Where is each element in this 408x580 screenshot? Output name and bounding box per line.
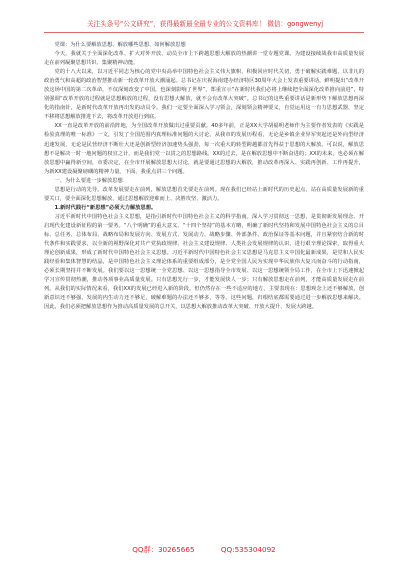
footer-qq-group: QQ群：30265665 bbox=[132, 545, 195, 554]
footer-qq: QQ:535304092 bbox=[220, 545, 276, 554]
paragraph-2: XX一直是改革开放的前沿阵地，为全国改革开放做出过重要贡献。40多年前，正是XX大学胡福明老师作为主要作者发表的《实践是检验真理的唯一标准》一文，引发了全国范围内真理标准问题的大讨论，从我市的发展历程看，无论是乡镇企业异军突起还是外向型经济迅速发展，无论是民营经济不断壮大还是创新型经济加速势头强劲，每一次重大的转型跨越都首先得益于思想的大解放。可以说，解放思想不是解决一时一地问题的权宜之计，而是我们党一以贯之的思想路线。XX的过去，是在解放思想中不断奋进的；XX的未来，也必须在解放思想中赢得新空间，市委决定，在全市开展解放思想大讨论，就是要通过思想的大解放，推动改革再深入、实践再创新、工作再提升，为新XX建设凝聚磅礴的精神力量。下面，我重点讲三个问题。 bbox=[44, 123, 364, 175]
header-divider bbox=[44, 32, 364, 33]
paragraph-3: 思想是行动的先导。改革发展要走在前列，解放思想首先要走在前列。现在我们已经站上新时代的历史起点，站在高质量发展新的重要关口，要全面深化思想解放，通过思想解放迎难而上、决胜攻坚、激活力。 bbox=[44, 186, 364, 202]
section-heading-1: 一、为什么要进一步解放思想 bbox=[54, 177, 123, 184]
document-title: 党课：为什么要解放思想、解放哪些思想、如何解放思想 bbox=[54, 42, 186, 48]
document-body bbox=[44, 41, 364, 312]
paragraph-intro: 今天，我就关于全面深化改革、扩大对外开放、动员全市上下跨越思想大解放的热潮讲一堂专题党课。为建设接续战我市高质量发展走在前列凝聚思想共识、集聚精神动能。 bbox=[44, 51, 364, 67]
subsection-heading-1: 1.新时代践行“新思想”必须大力解放思想。 bbox=[54, 204, 157, 211]
paragraph-4: 习近平新时代中国特色社会主义思想，是指引新时代中国特色社会主义的科学指南。深入学习贯彻这一思想，是贯彻新发展理念、开启现代化建设新征程的第一要务。“八个明确”的重大意义、“十四个坚持”的基本方略，明确了新时代坚持和发展中国特色社会主义的总目标、总任务、总体布局、战略布局和发展方向、发展方式、发展动力、战略步骤、外部条件、政治保证等基本问题，并且紧密结合新的时代条件和实践要求，以全新的视野深化对共产党执政规律、社会主义建设规律、人类社会发展规律的认识，进行艰辛理论探索，取得重大理论创新成果，形成了新时代中国特色社会主义思想。习近平新时代中国特色社会主义思想是马克思主义中国化最新成果，是党和人民实践经验和集体智慧的结晶，是中国特色社会主义理论体系的重要组成部分，是全党全国人民为实现中华民族伟大复兴而奋斗的行动指南，必须长期坚持并不断发展。我们要以这一思想统一全党思想、以这一思想指导全市发展、以这一思想统领全局工作，在全市上下迅速掀起学习宣传贯彻热潮，推动各项事业高质量发展。只有思想先行一步，才能发展快人一步；只有解放思想走在前列，才能高质量发展走在前列。从我们的实际情况来看，我们XX的发展已经进入新的阶段，但仍然存在一些不适应的地方，主要表现在：思想观念上还不够解放，创新意识还不够强，发展的内生动力还不够足，破解难题的办法还不够多，等等。这些问题，归根结底都需要通过进一步解放思想来解决。因此，我们必须把解放思想作为推动高质量发展的总开关，以思想大解放推动改革大突破、开放大提升、发展大跨越。 bbox=[44, 213, 364, 311]
paragraph-1: 党的十八大以来，以习近平同志为核心的党中央高举中国特色社会主义伟大旗帜，积极回应时代关切，勇于破解实践难题，以非凡的政治勇气和高超的政治智慧推动新一轮改革开放大潮涌起。总书记在庆祝海南建办经济特区30周年大会上发表重要讲话，鲜明提出“改革开放这场中国的第二次革命，不仅深刻改变了中国，也深刻影响了世界”，郑重宣示“在新时代我们必将上继续把全面深化改革推向前进”，特别强调“改革开放的过程就是思想解放的过程，没有思想大解放，就不会有改革大突破”。总书记的这些重要讲话是新形势下解放思想再深化的指南针，是新时代改革开放再出发的动员令。我们一定要全面深入学习领会，深刻领会精神要义，自觉运用这一有力思想武器，坚定不移将思想解放推进下去，将改革开放进行到底。 bbox=[44, 69, 364, 121]
header-banner: 关注头条号“公文研究”，获得最新最全最专业的公文资料库！ 微信：gongwenyj bbox=[86, 20, 324, 28]
footer-contact bbox=[44, 545, 364, 555]
